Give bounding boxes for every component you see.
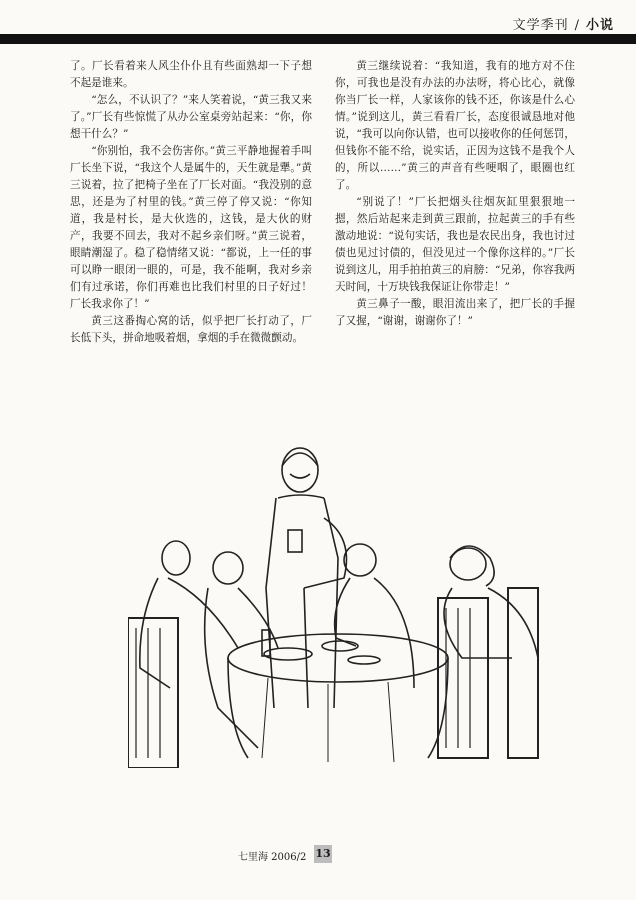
paragraph: 了。厂长看着来人风尘仆仆且有些面熟却一下子想不起是谁来。 (70, 60, 312, 89)
story-illustration (128, 438, 548, 768)
section-name: 小说 (585, 18, 614, 33)
paragraph: 黄三继续说着：“我知道，我有的地方对不住你，可我也是没有办法的办法呀，将心比心，就像你当厂长一样，人家该你的钱不还，你该是什么心情。”说到这儿，黄三看看厂长，态度很诚恳地对他说，“我可以向你认错，也可以接收你的任何惩罚，但钱你不能不给，说实话，正因为这钱不是我个人的，所以……”黄三的声音有些哽咽了，眼圈也红了。 (335, 60, 575, 191)
header-rule (0, 34, 636, 44)
round-table (228, 630, 448, 762)
paragraph: 黄三鼻子一酸，眼泪流出来了，把厂长的手握了又握，“谢谢，谢谢你了！” (335, 298, 575, 327)
footer-publication: 七里海 2006/2 (238, 852, 307, 863)
running-header (513, 14, 614, 33)
paragraph: “你别怕，我不会伤害你。”黄三平静地握着手叫厂长坐下说，“我这个人是属牛的，天生就是犟。”黄三说着，拉了把椅子坐在了厂长对面。“我没别的意思，还是为了村里的钱。”黄三停了停又说：“你知道，我是村长，是大伙选的，这钱，是大伙的财产，我要不回去，我对不起乡亲们呀。”黄三说着，眼睛潮湿了。稳了稳情绪又说：“都说，上一任的事可以睁一眼闭一眼的，可是，我不能啊，我对乡亲们有过承诺，你们再难也比我们村里的日子好过！厂长我求你了！” (70, 145, 312, 310)
paragraph: 黄三这番掏心窝的话，似乎把厂长打动了，厂长低下头，拼命地吸着烟，拿烟的手在微微颤动。 (70, 315, 312, 344)
left-column (70, 58, 312, 347)
page-number: 13 (314, 845, 332, 863)
paragraph: “怎么，不认识了？”来人笑着说，“黄三我又来了。”厂长有些惊慌了从办公室桌旁站起来：“你，你想干什么？” (70, 94, 312, 140)
seated-man-right (335, 544, 488, 758)
magazine-name: 文学季刊 (512, 18, 569, 33)
seated-man-left (128, 541, 238, 768)
standing-man-figure (266, 448, 347, 708)
header-separator: / (574, 18, 580, 33)
right-column (335, 58, 575, 330)
paragraph: “别说了！”厂长把烟头往烟灰缸里狠狠地一摁，然后站起来走到黄三跟前，拉起黄三的手有些激动地说：“说句实话，我也是农民出身，我也讨过债也见过讨债的，但没见过一个像你这样的。”厂长说到这儿，用手拍拍黄三的肩膀：“兄弟，你容我两天时间，十万块钱我保证让你带走！” (335, 196, 575, 293)
